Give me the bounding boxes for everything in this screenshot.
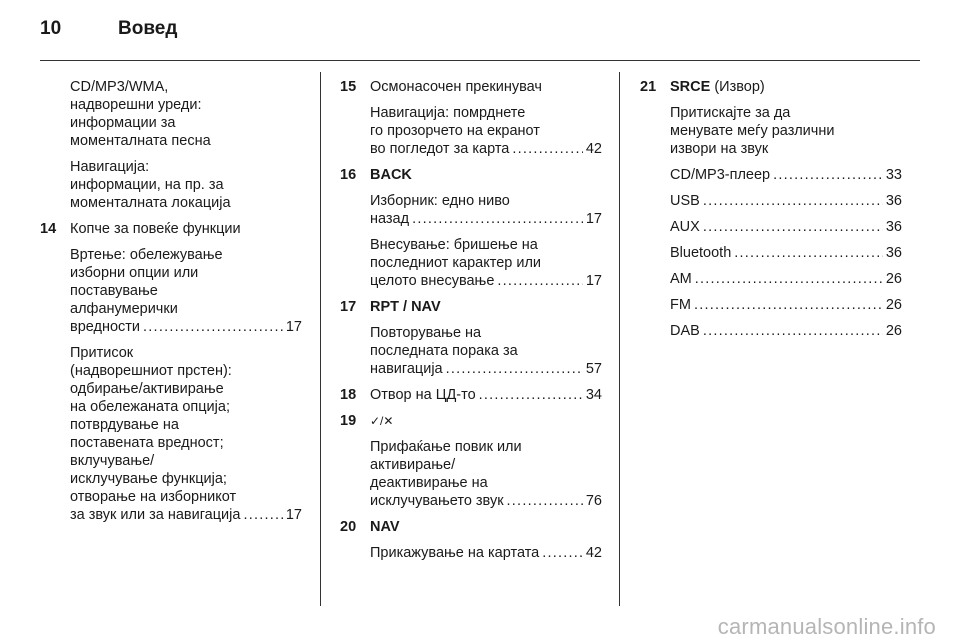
entry-number: 18 — [340, 387, 357, 403]
source-am: AM . . . 26 — [670, 270, 902, 288]
page-reference: навигација . . . 57 — [370, 360, 602, 378]
entry-continuation — [40, 78, 302, 212]
entry-paragraph-1: Вртење: обележување изборни опции или поставување алфанумерички вредности . . . 17 — [70, 246, 302, 336]
entry-20 — [340, 518, 602, 562]
source-fm: FM . . . 26 — [670, 296, 902, 314]
entry-paragraph-1: Изборник: едно ниво назад . . . 17 — [370, 192, 602, 228]
entry-14 — [40, 220, 302, 524]
header-rule — [40, 60, 920, 61]
page-reference: целото внесување . . . 17 — [370, 272, 602, 290]
page-header — [40, 18, 177, 40]
entry-number: 16 — [340, 167, 357, 183]
entry-number: 15 — [340, 79, 357, 95]
continuation-paragraph-2: Навигација: информации, на пр. за моменталната локација — [70, 159, 231, 211]
section-title: Вовед — [118, 18, 178, 39]
column-1 — [40, 78, 302, 532]
source-aux: AUX . . . 36 — [670, 218, 902, 236]
entry-paragraph-1: Повторување на последната порака за навигација . . . 57 — [370, 324, 602, 378]
entry-17 — [340, 298, 602, 378]
page-reference: вредности . . . 17 — [70, 318, 302, 336]
entry-paragraph-2: Притисок (надворешниот прстен): одбирање/активирање на обележаната опција; потврдување на поставената вредност; вклучување/ исклучување функција; отворање на изборникот за звук или за навигација . . . 17 — [70, 344, 302, 524]
entry-paragraph-1: Притискајте за да менувате меѓу различни извори на звук — [670, 105, 835, 157]
page-reference: во погледот за карта . . . 42 — [370, 140, 602, 158]
column-3 — [640, 78, 902, 348]
entry-15 — [340, 78, 602, 158]
page-reference: исклучувањето звук . . . 76 — [370, 492, 602, 510]
entry-heading: SRCE (Извор) — [670, 79, 765, 95]
entry-heading: BACK — [370, 167, 412, 183]
entry-heading: Копче за повеќе функции — [70, 221, 241, 237]
source-dab: DAB . . . 26 — [670, 322, 902, 340]
entry-21 — [640, 78, 902, 340]
entry-number: 17 — [340, 299, 357, 315]
entry-heading: RPT / NAV — [370, 299, 441, 315]
page-reference: Прикажување на картата . . . 42 — [370, 544, 602, 562]
page-reference: назад . . . 17 — [370, 210, 602, 228]
entry-19 — [340, 412, 602, 510]
page-number: 10 — [40, 18, 62, 39]
entry-heading: Осмонасочен прекинувач — [370, 79, 542, 95]
entry-paragraph-1: Прифаќање повик или активирање/ деактивирање на исклучувањето звук . . . 76 — [370, 438, 602, 510]
continuation-paragraph-1: CD/MP3/WMA, надворешни уреди: информации за моменталната песна — [70, 79, 211, 149]
entry-paragraph-2: Внесување: бришење на последниот карактер или целото внесување . . . 17 — [370, 236, 602, 290]
entry-number: 19 — [340, 413, 357, 429]
source-bluetooth: Bluetooth . . . 36 — [670, 244, 902, 262]
source-cd-mp3: CD/MP3-плеер . . . 33 — [670, 166, 902, 184]
entry-paragraph-1: Навигација: помрднете го прозорчето на екранот во погледот за карта . . . 42 — [370, 104, 602, 158]
column-2 — [340, 78, 602, 570]
column-divider-1 — [320, 72, 321, 606]
page-reference: Отвор на ЦД-то . . . 34 — [370, 386, 602, 404]
phone-mute-icon: ✓/✕ — [370, 414, 394, 428]
entry-number: 20 — [340, 519, 357, 535]
column-divider-2 — [619, 72, 620, 606]
watermark: carmanualsonline.info — [717, 614, 936, 639]
entry-number: 21 — [640, 79, 657, 95]
entry-number: 14 — [40, 221, 57, 237]
entry-heading: NAV — [370, 519, 400, 535]
page-reference: за звук или за навигација . . . 17 — [70, 506, 302, 524]
entry-16 — [340, 166, 602, 290]
entry-18 — [340, 386, 602, 404]
source-usb: USB . . . 36 — [670, 192, 902, 210]
